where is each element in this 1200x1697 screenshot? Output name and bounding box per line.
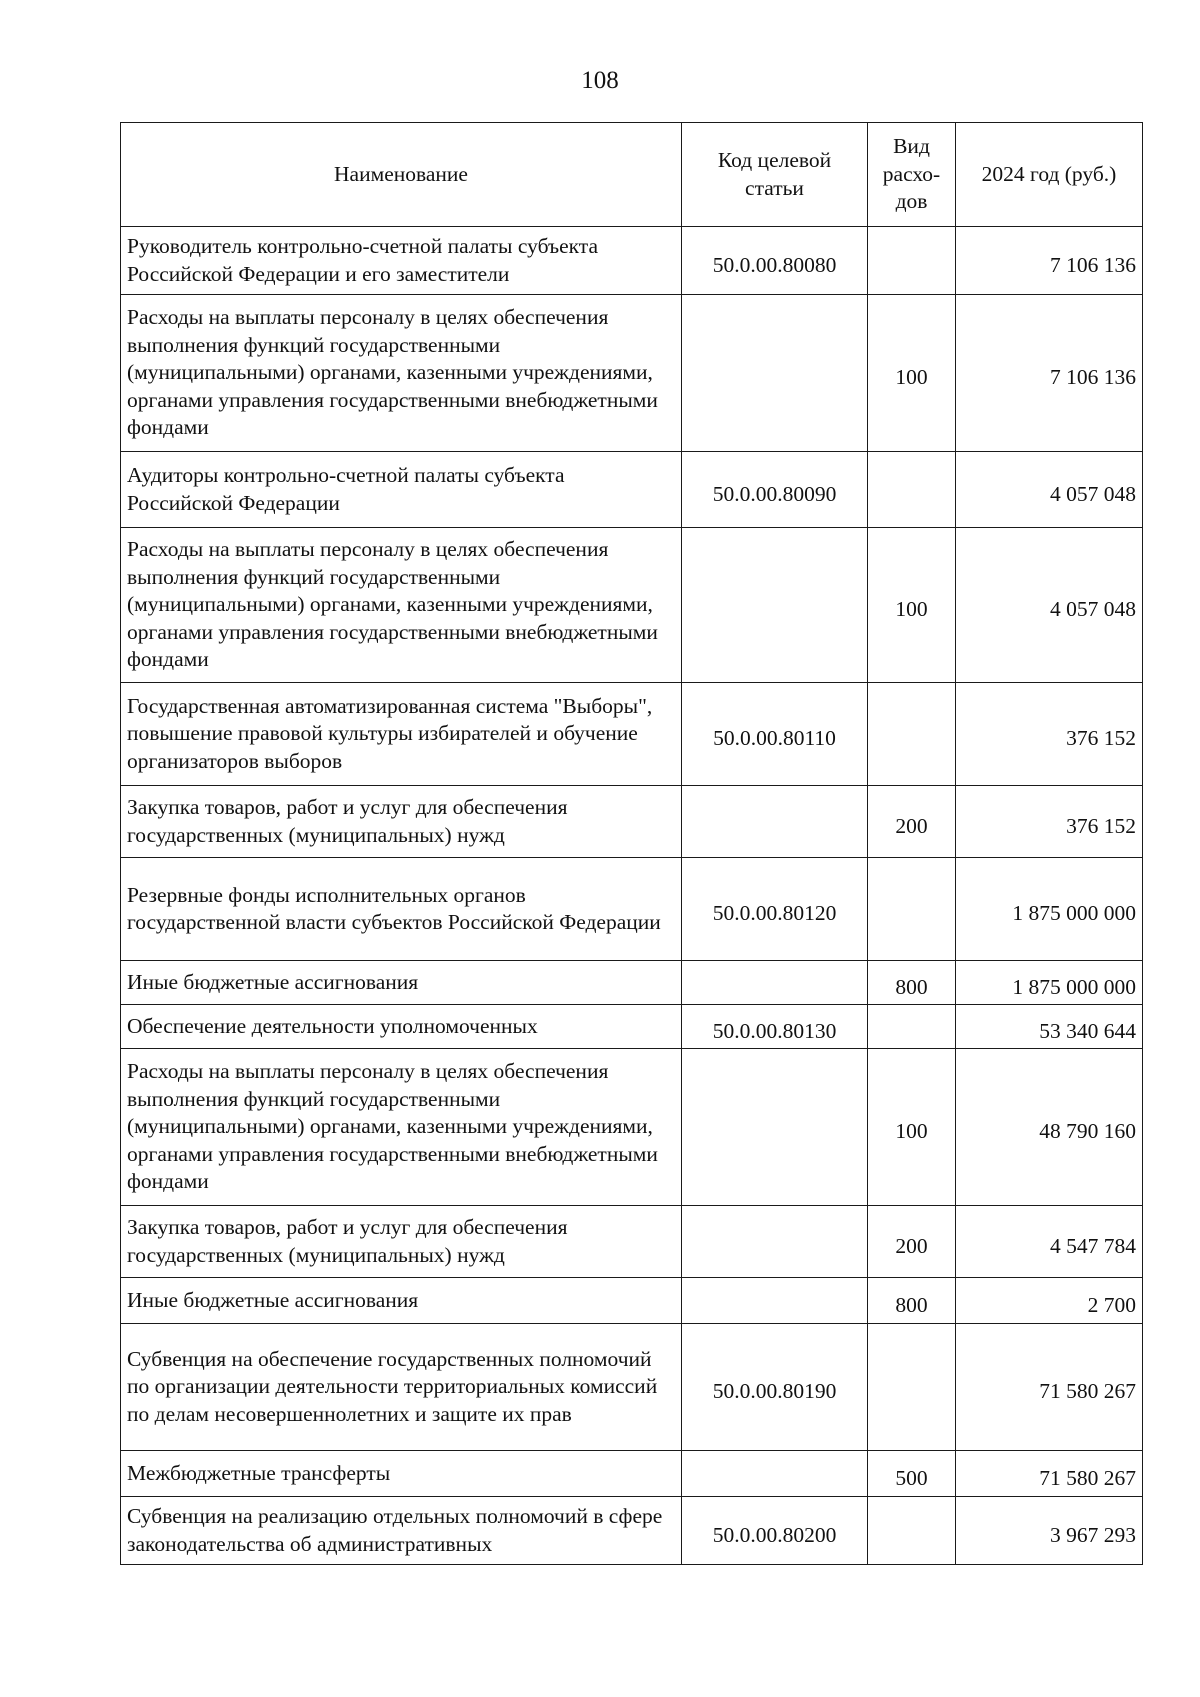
page-number: 108 bbox=[581, 67, 619, 94]
table-row bbox=[121, 452, 1143, 528]
row-amount: 376 152 bbox=[956, 786, 1143, 858]
row-type: 800 bbox=[868, 1278, 956, 1324]
row-name: Государственная автоматизированная система "Выборы", повышение правовой культуры избирателей и обучение организаторов выборов bbox=[121, 683, 682, 786]
row-code: 50.0.00.80080 bbox=[682, 227, 868, 295]
row-code: 50.0.00.80110 bbox=[682, 683, 868, 786]
row-amount: 4 057 048 bbox=[956, 452, 1143, 528]
table-row bbox=[121, 1049, 1143, 1206]
table-row bbox=[121, 1206, 1143, 1278]
header-code: Код целевой статьи bbox=[682, 123, 868, 227]
row-type: 200 bbox=[868, 1206, 956, 1278]
row-amount: 1 875 000 000 bbox=[956, 858, 1143, 961]
row-type: 100 bbox=[868, 1049, 956, 1206]
row-name: Руководитель контрольно-счетной палаты субъекта Российской Федерации и его заместители bbox=[121, 227, 682, 295]
row-name: Обеспечение деятельности уполномоченных bbox=[121, 1005, 682, 1049]
row-amount: 48 790 160 bbox=[956, 1049, 1143, 1206]
row-name: Субвенция на реализацию отдельных полномочий в сфере законодательства об административных bbox=[121, 1497, 682, 1565]
row-code: 50.0.00.80130 bbox=[682, 1005, 868, 1049]
row-code: 50.0.00.80190 bbox=[682, 1324, 868, 1451]
row-amount: 53 340 644 bbox=[956, 1005, 1143, 1049]
row-amount: 4 057 048 bbox=[956, 528, 1143, 683]
row-name: Аудиторы контрольно-счетной палаты субъекта Российской Федерации bbox=[121, 452, 682, 528]
table-row bbox=[121, 786, 1143, 858]
row-name: Расходы на выплаты персоналу в целях обеспечения выполнения функций государственными (муниципальными) органами, казенными учреждениями, органами управления государственными внебюджетными фондами bbox=[121, 295, 682, 452]
row-amount: 71 580 267 bbox=[956, 1324, 1143, 1451]
header-name: Наименование bbox=[121, 123, 682, 227]
row-type bbox=[868, 858, 956, 961]
row-type: 500 bbox=[868, 1451, 956, 1497]
table-row bbox=[121, 683, 1143, 786]
table-row bbox=[121, 295, 1143, 452]
row-code bbox=[682, 295, 868, 452]
row-amount: 4 547 784 bbox=[956, 1206, 1143, 1278]
row-code bbox=[682, 961, 868, 1005]
row-code bbox=[682, 1049, 868, 1206]
row-code bbox=[682, 786, 868, 858]
row-code bbox=[682, 1278, 868, 1324]
row-type bbox=[868, 452, 956, 528]
row-amount: 1 875 000 000 bbox=[956, 961, 1143, 1005]
row-type bbox=[868, 227, 956, 295]
table-row bbox=[121, 227, 1143, 295]
row-type bbox=[868, 683, 956, 786]
row-amount: 376 152 bbox=[956, 683, 1143, 786]
row-name: Расходы на выплаты персоналу в целях обеспечения выполнения функций государственными (муниципальными) органами, казенными учреждениями, органами управления государственными внебюджетными фондами bbox=[121, 1049, 682, 1206]
row-name: Иные бюджетные ассигнования bbox=[121, 1278, 682, 1324]
row-type: 100 bbox=[868, 295, 956, 452]
header-type: Вид расхо-дов bbox=[868, 123, 956, 227]
table-header-row bbox=[121, 123, 1143, 227]
row-amount: 7 106 136 bbox=[956, 295, 1143, 452]
row-name: Резервные фонды исполнительных органов государственной власти субъектов Российской Федерации bbox=[121, 858, 682, 961]
table-row bbox=[121, 858, 1143, 961]
row-name: Межбюджетные трансферты bbox=[121, 1451, 682, 1497]
row-amount: 7 106 136 bbox=[956, 227, 1143, 295]
row-name: Субвенция на обеспечение государственных полномочий по организации деятельности территориальных комиссий по делам несовершеннолетних и защите их прав bbox=[121, 1324, 682, 1451]
row-type: 100 bbox=[868, 528, 956, 683]
row-name: Расходы на выплаты персоналу в целях обеспечения выполнения функций государственными (муниципальными) органами, казенными учреждениями, органами управления государственными внебюджетными фондами bbox=[121, 528, 682, 683]
row-code bbox=[682, 528, 868, 683]
row-type bbox=[868, 1005, 956, 1049]
header-amount: 2024 год (руб.) bbox=[956, 123, 1143, 227]
budget-table bbox=[120, 122, 1143, 1565]
table-row bbox=[121, 1497, 1143, 1565]
table-row bbox=[121, 1005, 1143, 1049]
row-amount: 3 967 293 bbox=[956, 1497, 1143, 1565]
row-name: Закупка товаров, работ и услуг для обеспечения государственных (муниципальных) нужд bbox=[121, 786, 682, 858]
table-row bbox=[121, 1324, 1143, 1451]
row-code: 50.0.00.80090 bbox=[682, 452, 868, 528]
row-amount: 71 580 267 bbox=[956, 1451, 1143, 1497]
row-code bbox=[682, 1451, 868, 1497]
row-type bbox=[868, 1324, 956, 1451]
row-name: Иные бюджетные ассигнования bbox=[121, 961, 682, 1005]
row-code: 50.0.00.80200 bbox=[682, 1497, 868, 1565]
table-row bbox=[121, 961, 1143, 1005]
table-row bbox=[121, 1278, 1143, 1324]
row-type: 200 bbox=[868, 786, 956, 858]
row-type bbox=[868, 1497, 956, 1565]
row-code bbox=[682, 1206, 868, 1278]
row-amount: 2 700 bbox=[956, 1278, 1143, 1324]
row-code: 50.0.00.80120 bbox=[682, 858, 868, 961]
row-type: 800 bbox=[868, 961, 956, 1005]
table-row bbox=[121, 528, 1143, 683]
row-name: Закупка товаров, работ и услуг для обеспечения государственных (муниципальных) нужд bbox=[121, 1206, 682, 1278]
table-row bbox=[121, 1451, 1143, 1497]
